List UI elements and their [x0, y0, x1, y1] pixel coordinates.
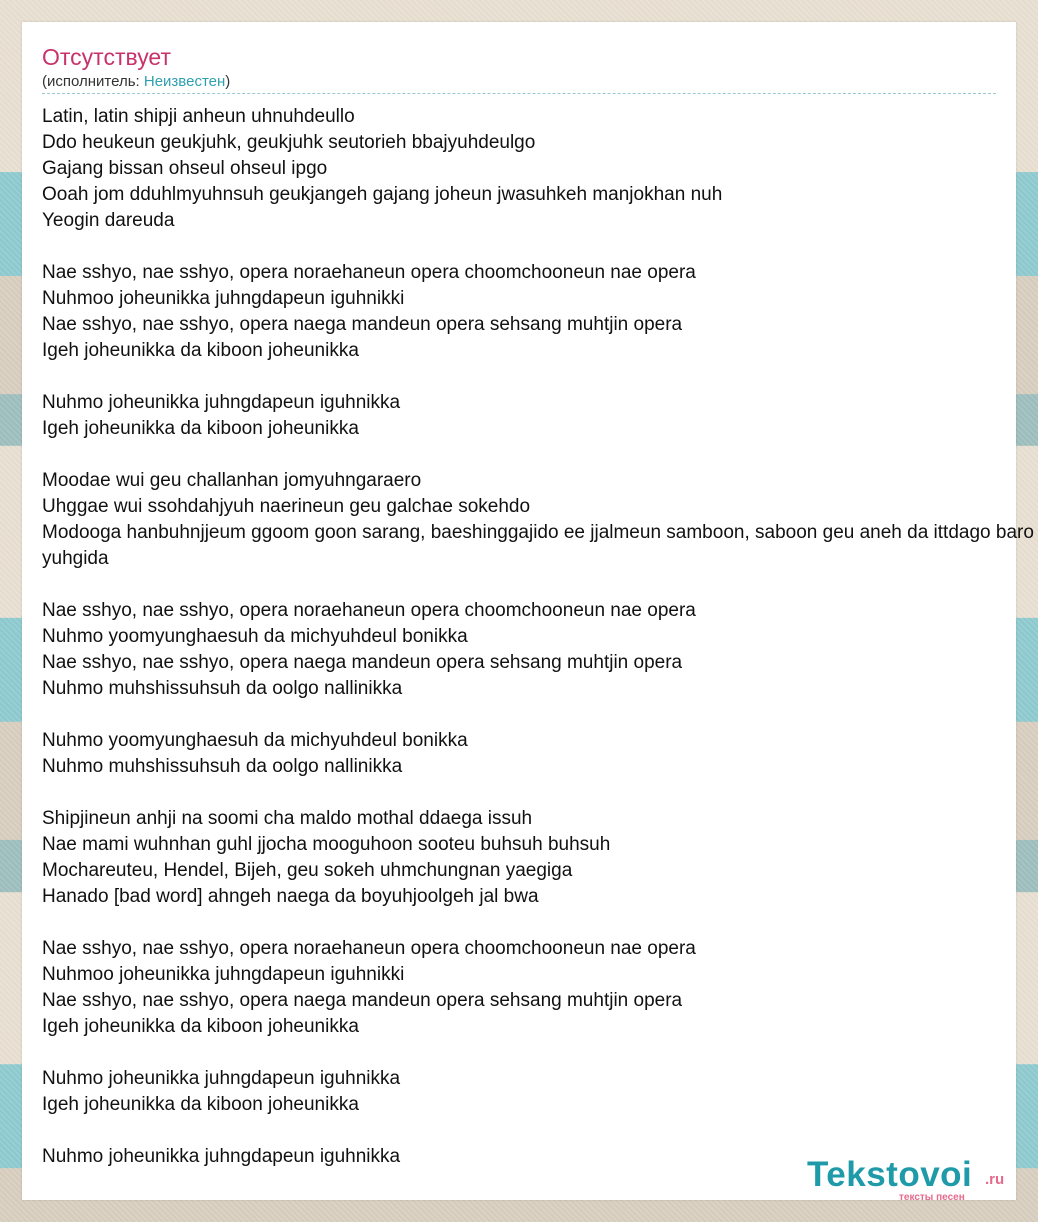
site-logo[interactable]: [807, 1155, 1017, 1203]
title-divider: [42, 93, 996, 94]
artist-prefix: (исполнитель:: [42, 73, 144, 90]
lyric-line: Modooga hanbuhnjjeum ggoom goon sarang, baeshinggajido ee jjalmeun samboon, saboon geu aneh da ittdago baro yuhgida: [42, 522, 1034, 569]
lyric-line: Ooah jom dduhlmyuhnsuh geukjangeh gajang joheun jwasuhkeh manjokhan nuh: [42, 184, 723, 205]
lyric-line: Nae sshyo, nae sshyo, opera noraehaneun opera choomchooneun nae opera: [42, 262, 696, 283]
lyric-line-blank: [42, 780, 1038, 806]
artist-suffix: ): [225, 73, 231, 90]
lyrics-text: [42, 104, 1038, 1170]
lyric-line-blank: [42, 572, 1038, 598]
lyric-line: Nae sshyo, nae sshyo, opera noraehaneun opera choomchooneun nae opera: [42, 938, 696, 959]
lyric-line: Gajang bissan ohseul ohseul ipgo: [42, 158, 328, 179]
lyric-line-blank: [42, 1118, 1038, 1144]
logo-tagline: тексты песен: [899, 1192, 965, 1203]
lyric-line: Nuhmo yoomyunghaesuh da michyuhdeul bonikka: [42, 626, 468, 647]
lyric-line: Ddo heukeun geukjuhk, geukjuhk seutorieh bbajyuhdeulgo: [42, 132, 536, 153]
lyric-line-blank: [42, 442, 1038, 468]
lyric-line: Uhggae wui ssohdahjyuh naerineun geu galchae sokehdo: [42, 496, 531, 517]
lyric-line: Nuhmoo joheunikka juhngdapeun iguhnikki: [42, 964, 405, 985]
logo-name: Tekstovoi: [807, 1155, 973, 1194]
artist-line: [42, 72, 230, 92]
lyric-line: Yeogin dareuda: [42, 210, 175, 231]
lyric-line: Igeh joheunikka da kiboon joheunikka: [42, 340, 359, 361]
lyric-line: Igeh joheunikka da kiboon joheunikka: [42, 1094, 359, 1115]
lyric-line: Nae sshyo, nae sshyo, opera naega mandeun opera sehsang muhtjin opera: [42, 314, 683, 335]
lyric-line: Hanado [bad word] ahngeh naega da boyuhjoolgeh jal bwa: [42, 886, 539, 907]
lyric-line: Igeh joheunikka da kiboon joheunikka: [42, 418, 359, 439]
lyric-line: Nuhmo muhshissuhsuh da oolgo nallinikka: [42, 678, 403, 699]
lyric-line-blank: [42, 910, 1038, 936]
song-title: Отсутствует: [42, 44, 171, 70]
lyric-line: Moodae wui geu challanhan jomyuhngaraero: [42, 470, 422, 491]
logo-tld: .ru: [985, 1171, 1005, 1188]
lyric-line: Nuhmo joheunikka juhngdapeun iguhnikka: [42, 1068, 401, 1089]
lyric-line: Nuhmo muhshissuhsuh da oolgo nallinikka: [42, 756, 403, 777]
lyric-line: Shipjineun anhji na soomi cha maldo mothal ddaega issuh: [42, 808, 533, 829]
lyric-line-blank: [42, 1040, 1038, 1066]
lyric-line: Mochareuteu, Hendel, Bijeh, geu sokeh uhmchungnan yaegiga: [42, 860, 573, 881]
lyric-line: Igeh joheunikka da kiboon joheunikka: [42, 1016, 359, 1037]
lyric-line: Nae mami wuhnhan guhl jjocha mooguhoon sooteu buhsuh buhsuh: [42, 834, 611, 855]
lyric-line-blank: [42, 702, 1038, 728]
lyric-line: Nuhmo joheunikka juhngdapeun iguhnikka: [42, 1146, 401, 1167]
lyric-line: Nuhmo yoomyunghaesuh da michyuhdeul bonikka: [42, 730, 468, 751]
lyric-line-blank: [42, 364, 1038, 390]
lyric-line: Nae sshyo, nae sshyo, opera naega mandeun opera sehsang muhtjin opera: [42, 652, 683, 673]
lyric-line: Nuhmoo joheunikka juhngdapeun iguhnikki: [42, 288, 405, 309]
lyric-line: Nae sshyo, nae sshyo, opera naega mandeun opera sehsang muhtjin opera: [42, 990, 683, 1011]
lyric-line: Nae sshyo, nae sshyo, opera noraehaneun opera choomchooneun nae opera: [42, 600, 696, 621]
lyric-line: Latin, latin shipji anheun uhnuhdeullo: [42, 106, 355, 127]
lyric-line-blank: [42, 234, 1038, 260]
artist-link[interactable]: Неизвестен: [143, 73, 226, 90]
lyrics-card: [22, 22, 1034, 1203]
lyric-line: Nuhmo joheunikka juhngdapeun iguhnikka: [42, 392, 401, 413]
